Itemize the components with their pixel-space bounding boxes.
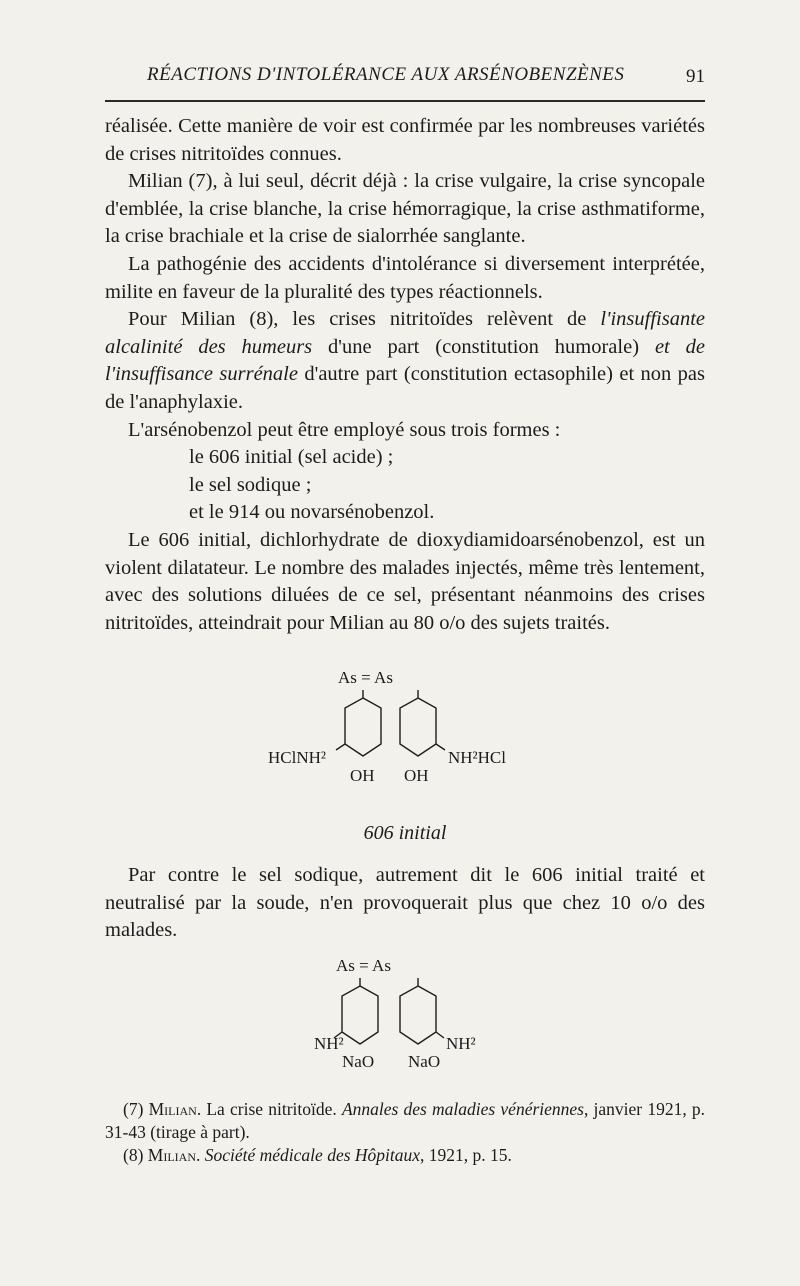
formula-1-left-group: HClNH² — [268, 748, 326, 767]
formula-2-bottom-left: NaO — [342, 1052, 375, 1071]
paragraph-4-text-a: Pour Milian (8), les crises nitritoïdes relèvent de — [128, 308, 601, 331]
body-text-lower — [105, 862, 705, 945]
footnotes — [105, 1098, 705, 1167]
footnote-7-title: . La crise nitritoïde. — [196, 1099, 342, 1119]
footnote-7-journal: Annales des maladies vénériennes — [341, 1099, 584, 1119]
paragraph-6: Le 606 initial, dichlorhydrate de dioxydiamidoarsénobenzol, est un violent dilatateur. Le nombre des malades injectés, même très lentement, avec des solutions diluées de ce sel, présentant néanmoins des crises nitritoïdes, atteindrait pour Milian au 80 o/o des sujets traités. — [105, 528, 705, 634]
paragraph-4-text-c: d'autre part (constitution ectasophile) et non pas de l'anaphylaxie. — [105, 363, 706, 413]
list-item-2: le sel sodique ; — [189, 473, 312, 496]
body-text-upper — [105, 113, 705, 637]
footnote-8 — [105, 1144, 705, 1167]
list-item-3: et le 914 ou novarsénobenzol. — [189, 501, 435, 524]
paragraph-4-italic-a: l'insuffisante alcalinité des humeurs — [105, 308, 705, 358]
paragraph-1: réalisée. Cette manière de voir est confirmée par les nombreuses variétés de crises nitritoïdes connues. — [105, 115, 705, 165]
running-head — [105, 64, 705, 92]
paragraph-4-italic-b: et de l'insuffisance surrénale — [105, 335, 705, 386]
footnote-7-details: , janvier 1921, p. 31-43 (tirage à part). — [105, 1099, 705, 1142]
formula-2-bottom-right: NaO — [408, 1052, 441, 1071]
header-rule — [105, 100, 705, 102]
running-title: RÉACTIONS D'INTOLÉRANCE AUX ARSÉNOBENZÈNES — [147, 64, 625, 85]
formula-2-top: As = As — [336, 956, 391, 975]
paragraph-4 — [105, 306, 705, 416]
formula-1-right-group: NH²HCl — [448, 748, 506, 767]
benzene-rings-diagram-2 — [300, 956, 500, 1086]
footnote-8-details: , 1921, p. 15. — [420, 1145, 512, 1165]
footnote-8-journal: Société médicale des Hôpitaux — [204, 1145, 421, 1165]
paragraph-2: Milian (7), à lui seul, décrit déjà : la crise vulgaire, la crise syncopale d'emblée, la crise blanche, la crise hémorragique, la crise asthmatiforme, la crise brachiale et la crise de sialorrhée sanglante. — [105, 170, 705, 248]
formula-caption: 606 initial — [363, 822, 447, 844]
paragraph-5: L'arsénobenzol peut être employé sous trois formes : — [128, 418, 561, 441]
footnote-8-number: (8) — [123, 1145, 148, 1165]
formula-1-bottom-left: OH — [350, 766, 375, 785]
paragraph-7: Par contre le sel sodique, autrement dit le 606 initial traité et neutralisé par la soude, n'en provoquerait plus que chez 10 o/o des malades. — [105, 864, 705, 942]
structural-formula-sodium-salt — [300, 956, 500, 1086]
page-number: 91 — [686, 66, 705, 87]
formula-2-left-group: NH² — [314, 1034, 344, 1053]
paragraph-4-text-b: d'une part (constitution humorale) — [312, 335, 655, 358]
footnote-7-number: (7) — [123, 1099, 149, 1119]
formula-1-top: As = As — [338, 668, 393, 687]
formula-1-bottom-right: OH — [404, 766, 429, 785]
list-item-1: le 606 initial (sel acide) ; — [189, 446, 394, 469]
structural-formula-606 — [270, 668, 550, 798]
paragraph-3: La pathogénie des accidents d'intolérance si diversement interprétée, milite en faveur de la pluralité des types réactionnels. — [105, 252, 705, 303]
footnote-7-author: Milian — [148, 1099, 197, 1119]
footnote-8-author: Milian — [147, 1145, 196, 1165]
formula-2-right-group: NH² — [446, 1034, 476, 1053]
footnote-8-separator: . — [196, 1145, 205, 1165]
footnote-7 — [105, 1098, 705, 1144]
